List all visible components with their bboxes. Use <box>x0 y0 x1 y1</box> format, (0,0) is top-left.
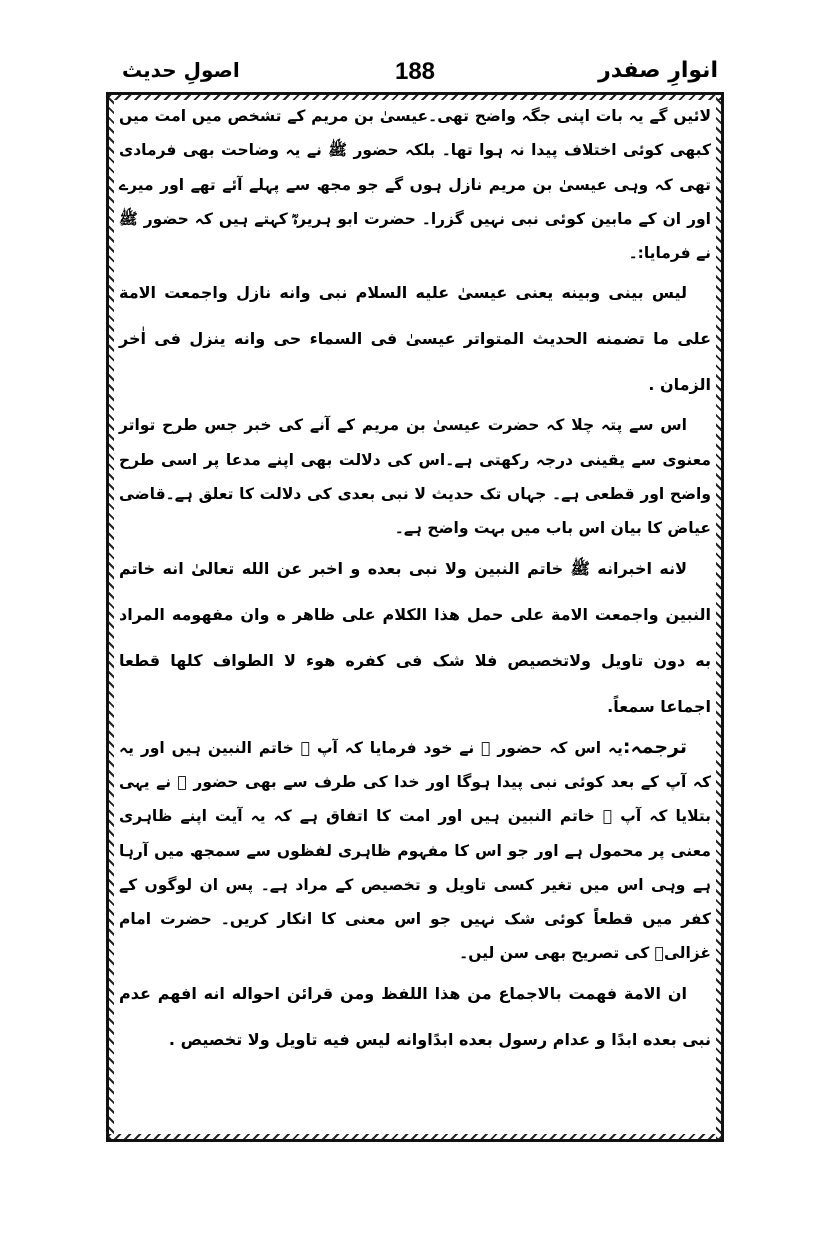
page-number: 188 <box>394 58 436 85</box>
text-frame <box>106 92 724 1142</box>
translation-text: یہ اس کہ حضور ﷺ نے خود فرمایا کہ آپ ﷺ خاتم النبین ہیں اور یہ کہ آپ کے بعد کوئی نبی پیدا ہوگا اور خدا کی طرف سے بھی حضور ﷺ نے یہی بتلایا کہ آپ ﷺ خاتم النبین ہیں اور امت کا اتفاق ہے کہ یہ آیت اپنے ظاہری معنی پر محمول ہے اور جو اس کا مفہوم ظاہری لفظوں سے سمجھ میں آرہا ہے وہی اس میں تغیر کسی تاویل و تخصیص کے مراد ہے۔ پس ان لوگوں کے کفر میں قطعاً کوئی شک نہیں جو اس معنی کا انکار کریں۔ حضرت امام غزالیؒ کی تصریح بھی سن لیں۔ <box>119 738 711 963</box>
arabic-quote-1: لیس بینی وبینه یعنی عیسیٰ علیه السلام نبی وانه نازل واجمعت الامة علی ما تضمنه الحدیث المتواتر عیسیٰ فی السماء حی وانه ینزل فی اٰخر الزمان . <box>119 283 711 395</box>
book-title: انوارِ صفدر <box>598 58 718 83</box>
section-title: اصولِ حدیث <box>122 58 240 82</box>
arabic-quote-3: ان الامة فهمت بالاجماع من هذا اللفظ ومن قرائن احواله انه افهم عدم نبی بعده ابدًا و عدام رسول بعده ابدًاوانه لیس فیه تاویل ولا تخصیص . <box>119 983 711 1049</box>
translation-label: ترجمہ: <box>622 735 687 758</box>
urdu-paragraph-2: اس سے پتہ چلا کہ حضرت عیسیٰ بن مریم کے آنے کی خبر جس طرح تواتر معنوی سے یقینی درجہ رکھتی ہے۔اس کی دلالت بھی اپنے مدعا پر اسی طرح واضح اور قطعی ہے۔ جہاں تک حدیث لا نبی بعدی کی دلالت کا تعلق ہے۔قاضی عیاض کا بیان اس باب میں بہت واضح ہے۔ <box>119 416 711 538</box>
page-content <box>119 99 711 1129</box>
arabic-quote-2: لانه اخبرانه ﷺ خاتم النبین ولا نبی بعده و اخبر عن الله تعالیٰ انه خاتم النبین واجمعت الامة علی حمل هذا الکلام علی ظاهر ه وان مفهومه المراد به دون تاویل ولاتخصیص فلا شک فی کفره هوء لا الطواف کلها قطعا اجماعا سمعاً. <box>119 558 711 716</box>
translation-paragraph <box>119 730 711 971</box>
urdu-paragraph-1: لائیں گے یہ بات اپنی جگہ واضح تھی۔عیسیٰ بن مریم کے تشخص میں امت میں کبھی کوئی اختلاف پیدا نہ ہوا تھا۔ بلکہ حضور ﷺ نے یہ وضاحت بھی فرمادی تھی کہ وہی عیسیٰ بن مریم نازل ہوں گے جو مجھ سے پہلے آئے تھے اور میرے اور ان کے مابین کوئی نبی نہیں گزرا۔ حضرت ابو ہریرہؓ کہتے ہیں کہ حضور ﷺ نے فرمایا:۔ <box>119 107 711 263</box>
page-header <box>112 58 718 92</box>
